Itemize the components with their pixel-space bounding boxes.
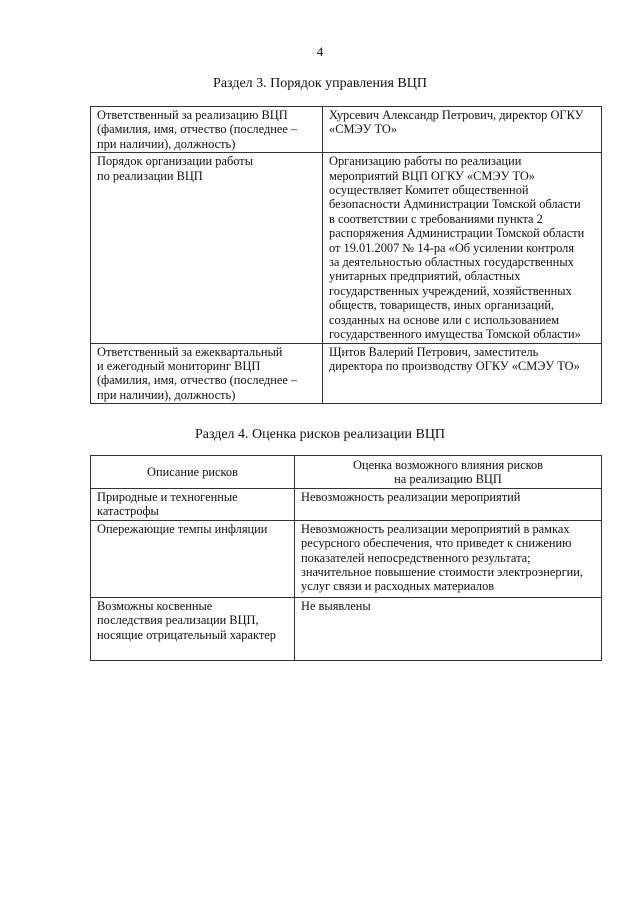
risks-table [90, 455, 602, 661]
table-row [91, 107, 602, 153]
table-row [91, 343, 602, 404]
table-row [91, 153, 602, 343]
organization-value: Организацию работы по реализации мероприятий ВЦП ОГКУ «СМЭУ ТО» осуществляет Комитет общественной безопасности Администрации Томской области в соответствии с требованиями пункта 2 распоряжения Администрации Томской области от 19.01.2007 № 14-ра «Об усилении контроля за деятельностью областных государственных унитарных предприятий, областных государственных учреждений, хозяйственных обществ, товариществ, иных организаций, созданных на основе или с использованием государственного имущества Томской области» [323, 153, 602, 343]
risk-description: Природные и техногенные катастрофы [91, 489, 295, 521]
risk-impact: Не выявлены [295, 597, 602, 660]
risk-description: Возможны косвенные последствия реализации ВЦП, носящие отрицательный характер [91, 597, 295, 660]
monitoring-value: Щитов Валерий Петрович, заместитель директора по производству ОГКУ «СМЭУ ТО» [323, 343, 602, 404]
risk-impact: Невозможность реализации мероприятий [295, 489, 602, 521]
responsible-label: Ответственный за реализацию ВЦП (фамилия, имя, отчество (последнее – при наличии), должность) [91, 107, 323, 153]
table-row [91, 489, 602, 521]
responsible-value: Хурсевич Александр Петрович, директор ОГКУ «СМЭУ ТО» [323, 107, 602, 153]
page-number: 4 [316, 44, 324, 59]
organization-label: Порядок организации работы по реализации ВЦП [91, 153, 323, 343]
table-row [91, 520, 602, 597]
section-4-title: Раздел 4. Оценка рисков реализации ВЦП [194, 427, 446, 442]
risk-impact: Невозможность реализации мероприятий в рамках ресурсного обеспечения, что приведет к снижению показателей непосредственного результата; значительное повышение стоимости электроэнергии, услуг связи и расходных материалов [295, 520, 602, 597]
risk-description-header: Описание рисков [91, 456, 295, 489]
table-header-row [91, 456, 602, 489]
risk-impact-header: Оценка возможного влияния рисков на реализацию ВЦП [295, 456, 602, 489]
risk-description: Опережающие темпы инфляции [91, 520, 295, 597]
table-row [91, 597, 602, 660]
management-table [90, 106, 602, 404]
section-3-title: Раздел 3. Порядок управления ВЦП [213, 76, 427, 91]
monitoring-label: Ответственный за ежеквартальный и ежегодный мониторинг ВЦП (фамилия, имя, отчество (последнее – при наличии), должность) [91, 343, 323, 404]
